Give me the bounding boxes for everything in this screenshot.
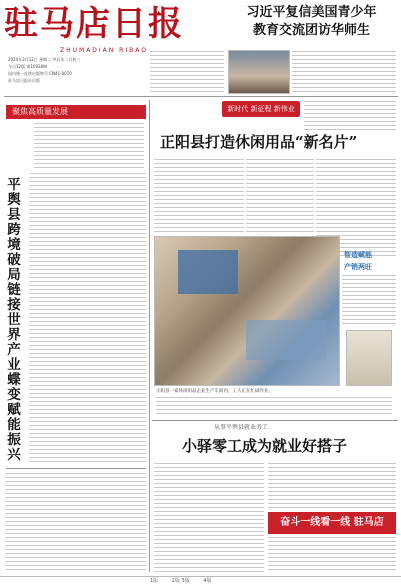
center-story-col2 — [246, 158, 314, 232]
footer-mid[interactable]: 2版 3版 — [171, 578, 190, 584]
side-label-text — [342, 274, 396, 326]
bottom-story-col1 — [154, 462, 264, 572]
top-story-body-text — [292, 50, 396, 94]
factory-conveyor-shape — [246, 320, 326, 360]
center-story-col1 — [154, 158, 244, 232]
top-story-title-line2: 教育交流团访华师生 — [252, 23, 370, 38]
left-section-banner: 聚焦高质量发展 — [6, 105, 146, 119]
left-story-title[interactable]: 平舆县 跨境破局链接世界 产业蝶变赋能振兴 — [7, 177, 21, 463]
masthead-pinyin: ZHUMADIAN RIBAO — [60, 47, 148, 54]
page-footer — [0, 576, 401, 584]
masthead-info-line: 2024年3月12日 星期二 甲辰年二月初三 — [8, 57, 81, 62]
side-label-line2: 产销两旺 — [344, 263, 372, 271]
masthead-side-text — [150, 50, 224, 94]
masthead-logo: 驻马店日报 — [4, 4, 184, 44]
masthead-divider — [4, 96, 398, 97]
column-divider — [149, 100, 150, 572]
bottom-red-banner: 奋斗一线看一线 驻马店 — [268, 512, 396, 534]
left-intro-text — [34, 122, 144, 170]
side-photo — [346, 330, 392, 386]
masthead-info-line: 驻马店日报社出版 — [8, 78, 40, 83]
masthead-info-line: 今日12版 第10928期 — [8, 64, 48, 69]
left-divider — [6, 468, 146, 469]
top-story-heading[interactable] — [224, 4, 399, 48]
left-lower-text — [6, 472, 146, 572]
footer-right[interactable]: 4版 — [203, 578, 212, 584]
left-story-body — [30, 172, 146, 462]
bottom-story-kicker: 从事平舆县就业务工 — [214, 424, 269, 431]
photo-caption: 正阳县一家休闲用品企业生产车间内，工人正在忙碌作业。 — [156, 389, 273, 394]
center-story-title[interactable]: 正阳县打造休闲用品“新名片” — [160, 133, 358, 151]
badge-side-text — [304, 100, 396, 130]
factory-machine-shape — [178, 250, 238, 294]
bottom-story-title[interactable]: 小驿零工成为就业好搭子 — [182, 437, 348, 455]
bottom-story-col2 — [268, 462, 396, 510]
section-badge: 新时代 新征程 新伟业 — [222, 101, 300, 117]
side-label-line1: 智造赋能 — [344, 251, 372, 259]
footer-left[interactable]: 1版 — [150, 578, 159, 584]
top-story-photo — [228, 50, 290, 94]
bottom-story-col3 — [268, 536, 396, 572]
top-story-title-line1: 习近平复信美国青少年 — [246, 5, 377, 20]
masthead-info-line: 国内统一连续出版物号 CN41-0070 — [8, 71, 72, 76]
photo-caption-extra — [156, 396, 392, 416]
center-divider — [152, 420, 398, 421]
